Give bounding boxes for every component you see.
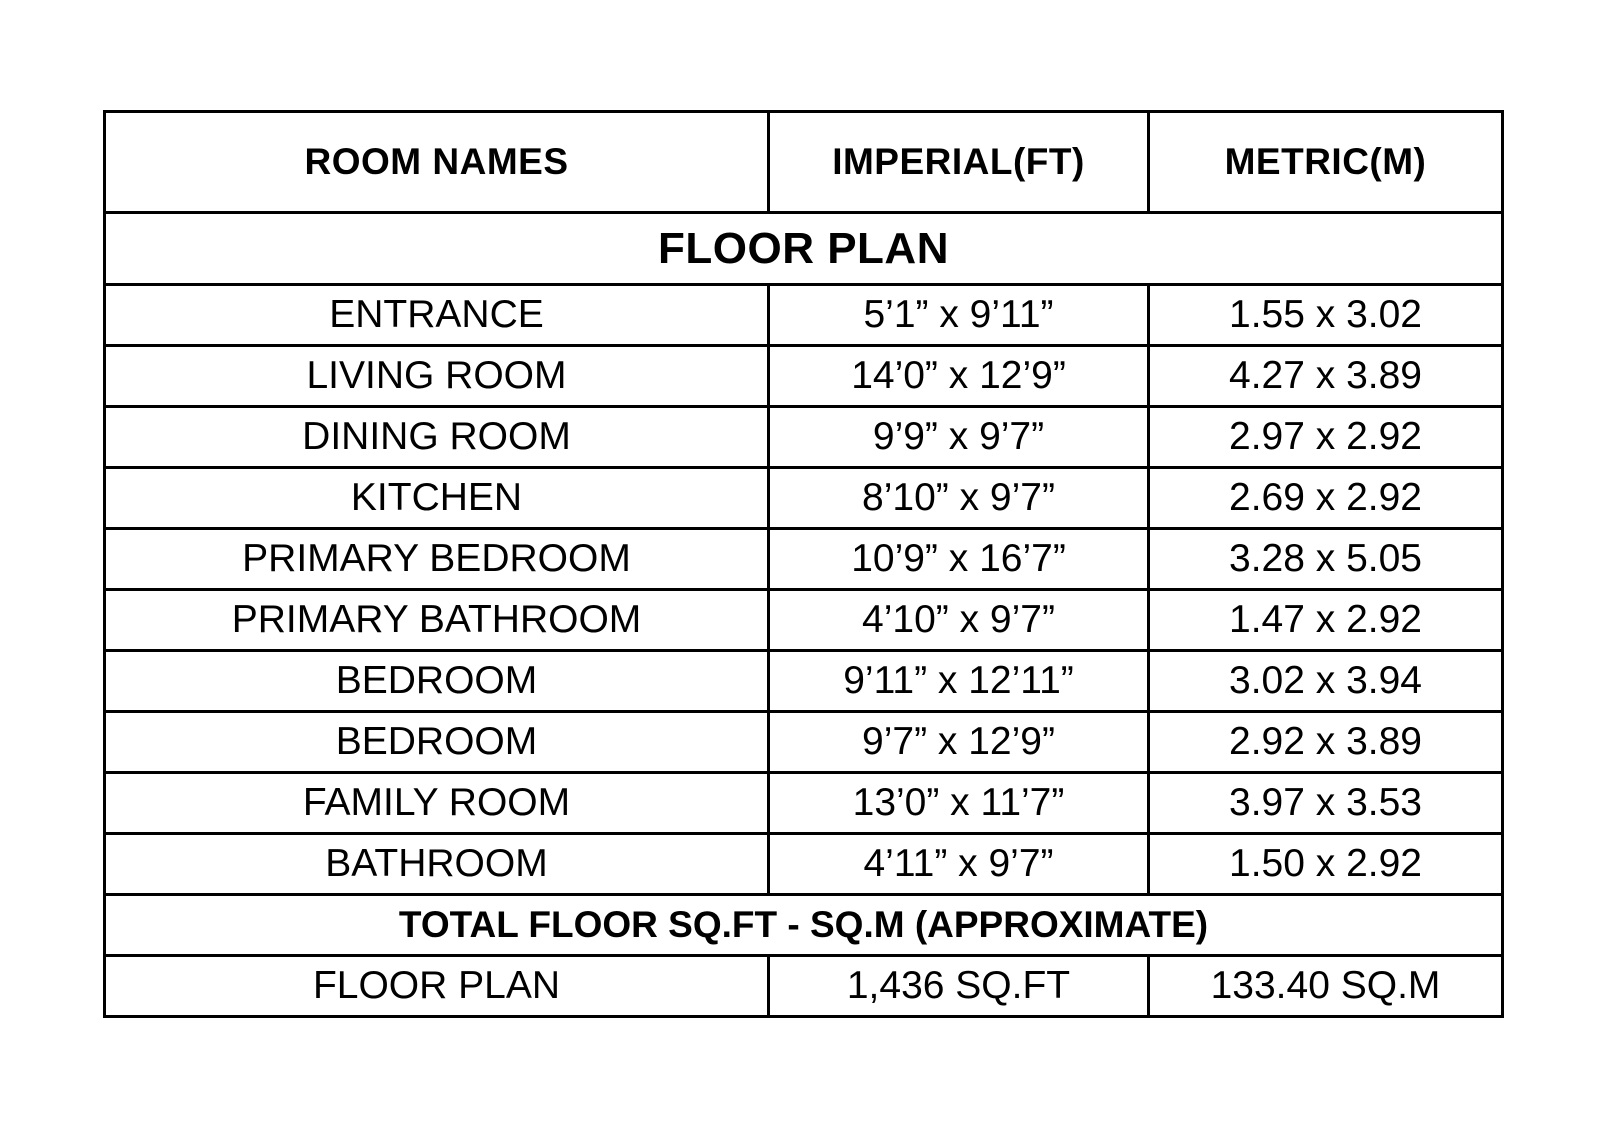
header-imperial: IMPERIAL(FT)	[769, 112, 1149, 213]
metric-cell: 2.92 x 3.89	[1149, 712, 1503, 773]
room-name-cell: BEDROOM	[105, 712, 769, 773]
room-name-cell: ENTRANCE	[105, 285, 769, 346]
metric-cell: 3.02 x 3.94	[1149, 651, 1503, 712]
metric-cell: 2.97 x 2.92	[1149, 407, 1503, 468]
metric-cell: 1.55 x 3.02	[1149, 285, 1503, 346]
table-row	[105, 712, 1503, 773]
imperial-cell: 4’10” x 9’7”	[769, 590, 1149, 651]
metric-cell: 1.50 x 2.92	[1149, 834, 1503, 895]
metric-cell: 3.28 x 5.05	[1149, 529, 1503, 590]
imperial-cell: 5’1” x 9’11”	[769, 285, 1149, 346]
metric-cell: 3.97 x 3.53	[1149, 773, 1503, 834]
imperial-cell: 14’0” x 12’9”	[769, 346, 1149, 407]
imperial-cell: 8’10” x 9’7”	[769, 468, 1149, 529]
metric-cell: 4.27 x 3.89	[1149, 346, 1503, 407]
summary-imperial-cell: 1,436 SQ.FT	[769, 956, 1149, 1017]
section-title: FLOOR PLAN	[105, 213, 1503, 285]
summary-row	[105, 956, 1503, 1017]
room-dimensions-sheet	[103, 110, 1501, 1018]
imperial-cell: 9’7” x 12’9”	[769, 712, 1149, 773]
imperial-cell: 9’9” x 9’7”	[769, 407, 1149, 468]
room-name-cell: BEDROOM	[105, 651, 769, 712]
summary-metric-cell: 133.40 SQ.M	[1149, 956, 1503, 1017]
header-metric: METRIC(M)	[1149, 112, 1503, 213]
table-row	[105, 773, 1503, 834]
header-room-names: ROOM NAMES	[105, 112, 769, 213]
table-row	[105, 651, 1503, 712]
table-header-row	[105, 112, 1503, 213]
room-name-cell: KITCHEN	[105, 468, 769, 529]
room-name-cell: LIVING ROOM	[105, 346, 769, 407]
imperial-cell: 13’0” x 11’7”	[769, 773, 1149, 834]
room-name-cell: FAMILY ROOM	[105, 773, 769, 834]
summary-name-cell: FLOOR PLAN	[105, 956, 769, 1017]
table-row	[105, 346, 1503, 407]
room-name-cell: PRIMARY BEDROOM	[105, 529, 769, 590]
room-name-cell: PRIMARY BATHROOM	[105, 590, 769, 651]
table-row	[105, 529, 1503, 590]
section-title-row	[105, 213, 1503, 285]
table-row	[105, 834, 1503, 895]
imperial-cell: 9’11” x 12’11”	[769, 651, 1149, 712]
total-title-row	[105, 895, 1503, 956]
imperial-cell: 10’9” x 16’7”	[769, 529, 1149, 590]
table-row	[105, 285, 1503, 346]
room-name-cell: BATHROOM	[105, 834, 769, 895]
imperial-cell: 4’11” x 9’7”	[769, 834, 1149, 895]
metric-cell: 2.69 x 2.92	[1149, 468, 1503, 529]
table-row	[105, 468, 1503, 529]
room-name-cell: DINING ROOM	[105, 407, 769, 468]
room-dimensions-table	[103, 110, 1504, 1018]
metric-cell: 1.47 x 2.92	[1149, 590, 1503, 651]
table-row	[105, 590, 1503, 651]
total-title: TOTAL FLOOR SQ.FT - SQ.M (APPROXIMATE)	[105, 895, 1503, 956]
table-row	[105, 407, 1503, 468]
